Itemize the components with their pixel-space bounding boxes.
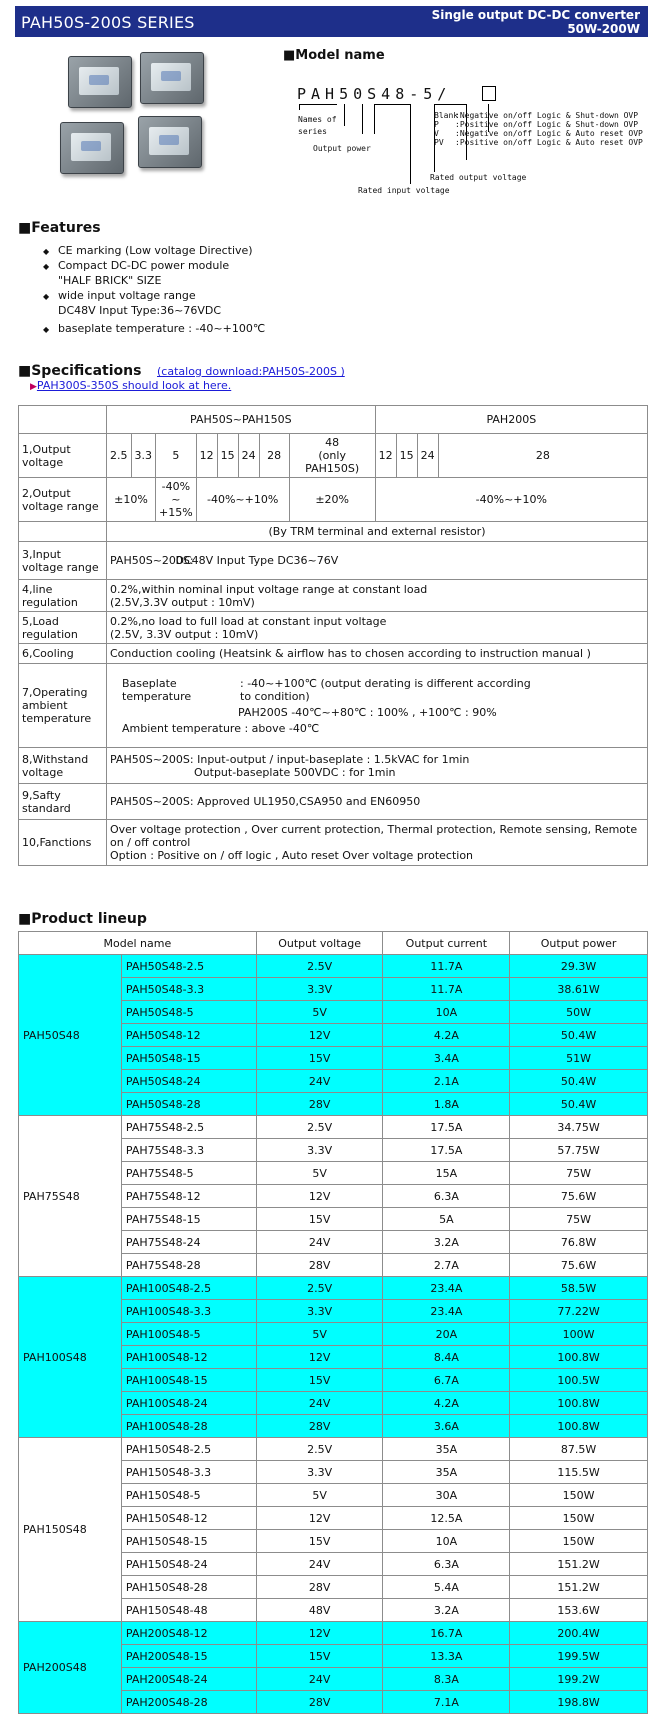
bullet-icon: ◆: [43, 292, 50, 301]
voltage-cell: 24V: [256, 1392, 383, 1415]
power-cell: 34.75W: [510, 1116, 648, 1139]
output-range-label: 2,Output voltage range: [19, 478, 107, 522]
arrow-right-icon: ▶: [30, 382, 37, 392]
lineup-heading: ■Product lineup: [18, 911, 147, 927]
current-cell: 3.2A: [383, 1231, 510, 1254]
safety-label: 9,Safty standard: [19, 784, 107, 820]
range-cell-5v: [156, 478, 197, 522]
range-5v-min: -40%: [161, 480, 191, 493]
module-image: [60, 122, 124, 174]
temp-pah200: PAH200S -40℃~+80℃ : 100% , +100℃ : 90%: [238, 705, 497, 719]
model-cell: PAH100S48-12: [121, 1346, 256, 1369]
power-cell: 76.8W: [510, 1231, 648, 1254]
bullet-icon: ◆: [43, 262, 50, 271]
model-cell: PAH75S48-28: [121, 1254, 256, 1277]
model-cell: PAH100S48-28: [121, 1415, 256, 1438]
power-cell: 153.6W: [510, 1599, 648, 1622]
model-cell: PAH50S48-2.5: [121, 955, 256, 978]
current-cell: 2.1A: [383, 1070, 510, 1093]
ov-cell: 15: [217, 434, 238, 478]
current-cell: 5.4A: [383, 1576, 510, 1599]
diagram-line: [344, 104, 345, 126]
diagram-line: [362, 104, 363, 134]
label-rated-output-voltage: Rated output voltage: [430, 173, 527, 182]
table-row: [19, 1438, 648, 1461]
temp-baseplate: Baseplate temperature: [122, 676, 192, 703]
label-output-power: Output power: [313, 144, 371, 153]
option-desc: :Positive on/off Logic & Auto reset OVP: [455, 138, 643, 147]
model-cell: PAH150S48-2.5: [121, 1438, 256, 1461]
feature-item: baseplate temperature : -40~+100℃: [58, 322, 266, 335]
power-cell: 151.2W: [510, 1553, 648, 1576]
range-cell: ±20%: [289, 478, 375, 522]
cooling-value: Conduction cooling (Heatsink & airflow has to chosen according to instruction manual ): [107, 644, 648, 664]
current-cell: 35A: [383, 1461, 510, 1484]
table-row: [19, 1116, 648, 1139]
model-cell: PAH75S48-15: [121, 1208, 256, 1231]
model-code: PAH50S48-5/: [297, 85, 452, 103]
model-cell: PAH50S48-3.3: [121, 978, 256, 1001]
table-row: [19, 1622, 648, 1645]
model-cell: PAH100S48-3.3: [121, 1300, 256, 1323]
current-cell: 10A: [383, 1530, 510, 1553]
voltage-cell: 2.5V: [256, 1438, 383, 1461]
model-cell: PAH50S48-15: [121, 1047, 256, 1070]
power-cell: 29.3W: [510, 955, 648, 978]
feature-item: DC48V Input Type:36~76VDC: [58, 304, 222, 317]
safety-value: PAH50S~200S: Approved UL1950,CSA950 and EN60950: [107, 784, 648, 820]
current-cell: 35A: [383, 1438, 510, 1461]
current-cell: 3.2A: [383, 1599, 510, 1622]
current-cell: 8.4A: [383, 1346, 510, 1369]
module-image: [138, 116, 202, 168]
power-cell: 87.5W: [510, 1438, 648, 1461]
current-cell: 12.5A: [383, 1507, 510, 1530]
trm-blank-cell: [19, 522, 107, 542]
voltage-cell: 12V: [256, 1622, 383, 1645]
model-cell: PAH75S48-5: [121, 1162, 256, 1185]
ov-cell: 2.5: [107, 434, 132, 478]
input-value: DC48V Input Type DC36~76V: [175, 554, 339, 568]
output-voltage-label: 1,Output voltage: [19, 434, 107, 478]
series-group-cell: PAH50S48: [19, 955, 122, 1116]
specifications-heading: ■Specifications: [18, 363, 142, 379]
withstand-1: PAH50S~200S: Input-output / input-baseplate : 1.5kVAC for 1min: [110, 752, 470, 766]
voltage-cell: 15V: [256, 1047, 383, 1070]
line-regulation-cell: [107, 580, 648, 612]
col-header-voltage: Output voltage: [256, 932, 383, 955]
label-rated-input-voltage: Rated input voltage: [358, 186, 450, 195]
series-group-cell: PAH200S48: [19, 1622, 122, 1714]
ov-48-note: (only PAH150S): [305, 449, 360, 475]
withstand-label: 8,Withstand voltage: [19, 748, 107, 784]
current-cell: 6.7A: [383, 1369, 510, 1392]
load-regulation-cell: [107, 612, 648, 644]
voltage-cell: 28V: [256, 1691, 383, 1714]
voltage-cell: 48V: [256, 1599, 383, 1622]
current-cell: 17.5A: [383, 1139, 510, 1162]
ov-cell: 15: [396, 434, 417, 478]
voltage-cell: 28V: [256, 1254, 383, 1277]
power-cell: 199.5W: [510, 1645, 648, 1668]
label-names-of: Names of: [298, 115, 337, 124]
power-cell: 100W: [510, 1323, 648, 1346]
option-code: V: [434, 129, 439, 138]
voltage-cell: 3.3V: [256, 1300, 383, 1323]
voltage-cell: 15V: [256, 1208, 383, 1231]
power-cell: 150W: [510, 1507, 648, 1530]
model-cell: PAH50S48-24: [121, 1070, 256, 1093]
temp-baseplate-row: [110, 677, 644, 703]
pah300s-link[interactable]: PAH300S-350S should look at here.: [36, 379, 232, 392]
voltage-cell: 24V: [256, 1553, 383, 1576]
functions-cell: [107, 820, 648, 866]
power-cell: 150W: [510, 1484, 648, 1507]
model-cell: PAH100S48-2.5: [121, 1277, 256, 1300]
functions-label: 10,Fanctions: [19, 820, 107, 866]
current-cell: 17.5A: [383, 1116, 510, 1139]
model-cell: PAH200S48-12: [121, 1622, 256, 1645]
temp-ambient: Ambient temperature : above -40℃: [122, 721, 320, 735]
power-cell: 100.8W: [510, 1415, 648, 1438]
voltage-cell: 3.3V: [256, 978, 383, 1001]
ov-cell: 28: [259, 434, 289, 478]
col-header-power: Output power: [510, 932, 648, 955]
diagram-line: [434, 104, 466, 105]
option-code: PV: [434, 138, 444, 147]
voltage-cell: 28V: [256, 1415, 383, 1438]
model-cell: PAH150S48-3.3: [121, 1461, 256, 1484]
voltage-cell: 28V: [256, 1093, 383, 1116]
option-box: [482, 86, 496, 101]
col-header-current: Output current: [383, 932, 510, 955]
current-cell: 6.3A: [383, 1185, 510, 1208]
col-header-model: Model name: [19, 932, 257, 955]
line-regulation-2: (2.5V,3.3V output : 10mV): [110, 595, 255, 609]
current-cell: 6.3A: [383, 1553, 510, 1576]
lineup-table: [18, 931, 648, 1714]
power-cell: 77.22W: [510, 1300, 648, 1323]
current-cell: 4.2A: [383, 1392, 510, 1415]
trm-note: (By TRM terminal and external resistor): [107, 522, 648, 542]
voltage-cell: 12V: [256, 1507, 383, 1530]
range-cell: -40%~+10%: [196, 478, 289, 522]
voltage-cell: 24V: [256, 1231, 383, 1254]
model-cell: PAH150S48-12: [121, 1507, 256, 1530]
header-subtitle-1: Single output DC-DC converter: [431, 8, 640, 22]
model-cell: PAH75S48-2.5: [121, 1116, 256, 1139]
model-cell: PAH100S48-5: [121, 1323, 256, 1346]
current-cell: 23.4A: [383, 1300, 510, 1323]
range-cell: -40%~+10%: [375, 478, 647, 522]
current-cell: 3.6A: [383, 1415, 510, 1438]
model-cell: PAH75S48-24: [121, 1231, 256, 1254]
voltage-cell: 15V: [256, 1369, 383, 1392]
voltage-cell: 12V: [256, 1185, 383, 1208]
power-cell: 75W: [510, 1162, 648, 1185]
model-cell: PAH150S48-5: [121, 1484, 256, 1507]
load-regulation-label: 5,Load regulation: [19, 612, 107, 644]
range-cell: ±10%: [107, 478, 156, 522]
load-regulation-1: 0.2%,no load to full load at constant input voltage: [110, 614, 387, 628]
voltage-cell: 3.3V: [256, 1139, 383, 1162]
current-cell: 11.7A: [383, 978, 510, 1001]
model-cell: PAH200S48-28: [121, 1691, 256, 1714]
diagram-line: [374, 104, 411, 105]
current-cell: 23.4A: [383, 1277, 510, 1300]
spec-corner-cell: [19, 406, 107, 434]
power-cell: 51W: [510, 1047, 648, 1070]
temp-baseplate-value: : -40~+100℃ (output derating is different according to condition): [240, 676, 531, 703]
module-image: [68, 56, 132, 108]
voltage-cell: 2.5V: [256, 1116, 383, 1139]
power-cell: 100.5W: [510, 1369, 648, 1392]
ov-cell: 24: [417, 434, 438, 478]
voltage-cell: 2.5V: [256, 955, 383, 978]
power-cell: 115.5W: [510, 1461, 648, 1484]
model-cell: PAH50S48-12: [121, 1024, 256, 1047]
label-series: series: [298, 127, 327, 136]
power-cell: 50.4W: [510, 1024, 648, 1047]
current-cell: 2.7A: [383, 1254, 510, 1277]
line-regulation-label: 4,line regulation: [19, 580, 107, 612]
diagram-line: [374, 104, 375, 134]
diagram-line: [410, 104, 411, 184]
lineup-header-row: [19, 932, 648, 955]
power-cell: 58.5W: [510, 1277, 648, 1300]
range-5v-max: +15%: [159, 506, 193, 519]
ov-cell-48: [289, 434, 375, 478]
header-bar: [15, 6, 648, 37]
model-cell: PAH150S48-48: [121, 1599, 256, 1622]
current-cell: 5A: [383, 1208, 510, 1231]
lineup-body: [19, 932, 648, 1714]
ov-cell: 3.3: [131, 434, 156, 478]
model-cell: PAH75S48-3.3: [121, 1139, 256, 1162]
temperature-label: 7,Operating ambient temperature: [19, 664, 107, 748]
option-desc: :Positive on/off Logic & Shut-down OVP: [455, 120, 639, 129]
model-cell: PAH100S48-15: [121, 1369, 256, 1392]
withstand-2: Output-baseplate 500VDC : for 1min: [194, 765, 396, 779]
series-group-cell: PAH150S48: [19, 1438, 122, 1622]
power-cell: 151.2W: [510, 1576, 648, 1599]
input-range-label: 3,Input voltage range: [19, 542, 107, 580]
features-heading: ■Features: [18, 220, 101, 236]
model-cell: PAH100S48-24: [121, 1392, 256, 1415]
option-desc: :Negative on/off Logic & Auto reset OVP: [455, 129, 643, 138]
feature-item: "HALF BRICK" SIZE: [58, 274, 162, 287]
power-cell: 100.8W: [510, 1346, 648, 1369]
voltage-cell: 24V: [256, 1070, 383, 1093]
withstand-cell: [107, 748, 648, 784]
power-cell: 50W: [510, 1001, 648, 1024]
page-title: PAH50S-200S SERIES: [21, 13, 195, 32]
series-group-cell: PAH75S48: [19, 1116, 122, 1277]
current-cell: 13.3A: [383, 1645, 510, 1668]
power-cell: 198.8W: [510, 1691, 648, 1714]
voltage-cell: 5V: [256, 1162, 383, 1185]
voltage-cell: 28V: [256, 1576, 383, 1599]
model-cell: PAH200S48-15: [121, 1645, 256, 1668]
current-cell: 30A: [383, 1484, 510, 1507]
bullet-icon: ◆: [43, 247, 50, 256]
voltage-cell: 12V: [256, 1024, 383, 1047]
bullet-icon: ◆: [43, 325, 50, 334]
voltage-cell: 15V: [256, 1530, 383, 1553]
feature-item: CE marking (Low voltage Directive): [58, 244, 253, 257]
catalog-download-link[interactable]: (catalog download:PAH50S-200S ): [157, 365, 345, 378]
current-cell: 20A: [383, 1323, 510, 1346]
current-cell: 10A: [383, 1001, 510, 1024]
model-cell: PAH200S48-24: [121, 1668, 256, 1691]
module-image: [140, 52, 204, 104]
model-cell: PAH75S48-12: [121, 1185, 256, 1208]
ov-48: 48: [325, 436, 340, 449]
current-cell: 16.7A: [383, 1622, 510, 1645]
voltage-cell: 2.5V: [256, 1277, 383, 1300]
power-cell: 75.6W: [510, 1185, 648, 1208]
power-cell: 100.8W: [510, 1392, 648, 1415]
series-group-cell: PAH100S48: [19, 1277, 122, 1438]
diagram-line: [299, 104, 337, 105]
ov-cell: 5: [156, 434, 197, 478]
option-code: P: [434, 120, 439, 129]
voltage-cell: 12V: [256, 1346, 383, 1369]
current-cell: 1.8A: [383, 1093, 510, 1116]
group-header-pah50-150: PAH50S~PAH150S: [107, 406, 376, 434]
power-cell: 57.75W: [510, 1139, 648, 1162]
current-cell: 7.1A: [383, 1691, 510, 1714]
ov-cell: 24: [238, 434, 259, 478]
current-cell: 15A: [383, 1162, 510, 1185]
power-cell: 50.4W: [510, 1093, 648, 1116]
power-cell: 50.4W: [510, 1070, 648, 1093]
power-cell: 38.61W: [510, 978, 648, 1001]
model-cell: PAH50S48-28: [121, 1093, 256, 1116]
option-code: Blank: [434, 111, 459, 120]
current-cell: 3.4A: [383, 1047, 510, 1070]
line-regulation-1: 0.2%,within nominal input voltage range at constant load: [110, 582, 428, 596]
option-desc: :Negative on/off Logic & Shut-down OVP: [455, 111, 639, 120]
voltage-cell: 5V: [256, 1001, 383, 1024]
voltage-cell: 5V: [256, 1484, 383, 1507]
model-name-heading: ■Model name: [283, 48, 385, 63]
group-header-pah200: PAH200S: [375, 406, 647, 434]
voltage-cell: 15V: [256, 1645, 383, 1668]
range-5v-tilde: ~: [171, 493, 181, 506]
cooling-label: 6,Cooling: [19, 644, 107, 664]
input-model: PAH50S~200S:: [110, 554, 194, 568]
input-range-value-cell: [107, 542, 648, 580]
ov-cell: 12: [196, 434, 217, 478]
current-cell: 8.3A: [383, 1668, 510, 1691]
power-cell: 199.2W: [510, 1668, 648, 1691]
voltage-cell: 24V: [256, 1668, 383, 1691]
product-photo: [60, 50, 230, 190]
temperature-cell: [107, 664, 648, 748]
power-cell: 75.6W: [510, 1254, 648, 1277]
current-cell: 4.2A: [383, 1024, 510, 1047]
specifications-table: [18, 405, 648, 866]
feature-item: wide input voltage range: [58, 289, 196, 302]
functions-2: Option : Positive on / off logic , Auto reset Over voltage protection: [110, 849, 474, 862]
pah300s-link-row: [30, 379, 231, 392]
table-row: [19, 1277, 648, 1300]
voltage-cell: 3.3V: [256, 1461, 383, 1484]
model-cell: PAH150S48-24: [121, 1553, 256, 1576]
table-row: [19, 955, 648, 978]
model-cell: PAH150S48-15: [121, 1530, 256, 1553]
current-cell: 11.7A: [383, 955, 510, 978]
model-cell: PAH50S48-5: [121, 1001, 256, 1024]
voltage-cell: 5V: [256, 1323, 383, 1346]
header-subtitle-2: 50W-200W: [567, 22, 640, 36]
power-cell: 200.4W: [510, 1622, 648, 1645]
feature-item: Compact DC-DC power module: [58, 259, 230, 272]
functions-1: Over voltage protection , Over current protection, Thermal protection, Remote sensing, Remote on / off control: [110, 823, 638, 849]
diagram-line: [482, 100, 494, 101]
ov-cell: 28: [438, 434, 647, 478]
model-cell: PAH150S48-28: [121, 1576, 256, 1599]
power-cell: 150W: [510, 1530, 648, 1553]
power-cell: 75W: [510, 1208, 648, 1231]
ov-cell: 12: [375, 434, 396, 478]
load-regulation-2: (2.5V, 3.3V output : 10mV): [110, 627, 259, 641]
